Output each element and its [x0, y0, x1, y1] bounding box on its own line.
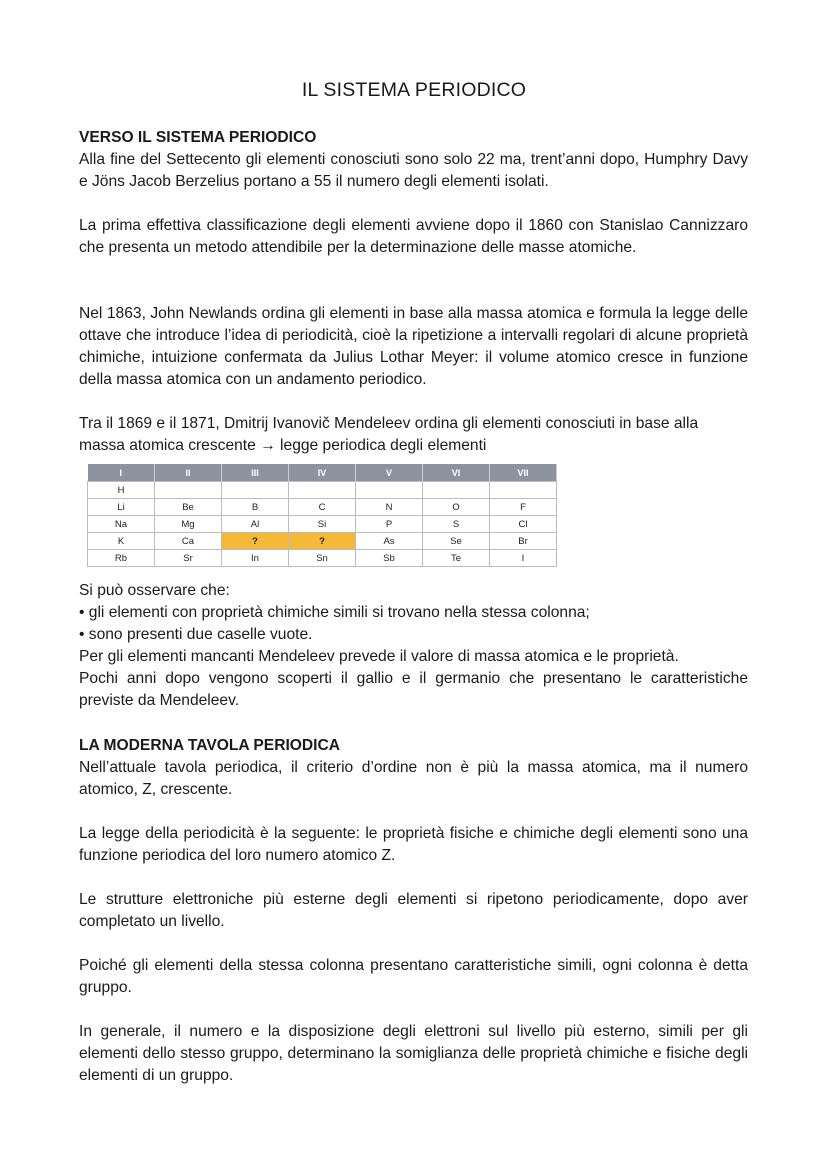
table-cell: I: [490, 550, 557, 567]
table-cell: Mg: [155, 516, 222, 533]
paragraph-mendeleev: Tra il 1869 e il 1871, Dmitrij Ivanovič Mendeleev ordina gli elementi conosciuti in base alla massa atomica crescente → legge periodica degli elementi: [79, 415, 699, 454]
paragraph-generale: In generale, il numero e la disposizione degli elettroni sul livello più esterno, simili per gli elementi dello stesso gruppo, determinano la somiglianza delle proprietà chimiche e fisiche degli elementi di un gruppo.: [79, 1023, 748, 1084]
page-title: IL SISTEMA PERIODICO: [301, 79, 527, 101]
table-cell: [490, 482, 557, 499]
table-cell: P: [356, 516, 423, 533]
table-header-cell: VII: [490, 464, 557, 482]
paragraph-strutture: Le strutture elettroniche più esterne degli elementi si ripetono periodicamente, dopo aver completato un livello.: [79, 891, 748, 930]
observation-bullet: • gli elementi con proprietà chimiche simili si trovano nella stessa colonna;: [79, 604, 590, 621]
table-cell: As: [356, 533, 423, 550]
table-row: [88, 533, 557, 550]
section-moderna: [79, 735, 748, 801]
table-row: [88, 482, 557, 499]
table-cell: C: [289, 499, 356, 516]
table-header-cell: II: [155, 464, 222, 482]
table-cell: N: [356, 499, 423, 516]
paragraph-legge-periodicita: La legge della periodicità è la seguente: le proprietà fisiche e chimiche degli elementi sono una funzione periodica del loro numero atomico Z.: [79, 825, 748, 864]
paragraph-cannizzaro-block: [79, 215, 748, 259]
table-cell: [423, 482, 490, 499]
observation-bullet: • sono presenti due caselle vuote.: [79, 626, 313, 643]
paragraph-cannizzaro: La prima effettiva classificazione degli elementi avviene dopo il 1860 con Stanislao Cannizzaro che presenta un metodo attendibile per la determinazione delle masse atomiche.: [79, 217, 748, 256]
missing-element-cell: ?: [222, 533, 289, 550]
paragraph-gruppo-block: [79, 955, 748, 999]
paragraph-gruppo: Poiché gli elementi della stessa colonna presentano caratteristiche simili, ogni colonna è detta gruppo.: [79, 957, 748, 996]
paragraph-mendeleev-block: [79, 413, 748, 457]
table-cell: H: [88, 482, 155, 499]
table-cell: Li: [88, 499, 155, 516]
paragraph-numero-atomico: Nell’attuale tavola periodica, il criterio d’ordine non è più la massa atomica, ma il numero atomico, Z, crescente.: [79, 759, 748, 798]
table-cell: K: [88, 533, 155, 550]
table-cell: O: [423, 499, 490, 516]
missing-element-cell: ?: [289, 533, 356, 550]
table-header-cell: V: [356, 464, 423, 482]
table-cell: Se: [423, 533, 490, 550]
section-verso: [79, 127, 748, 193]
section-heading-moderna: LA MODERNA TAVOLA PERIODICA: [79, 737, 341, 754]
table-cell: Ca: [155, 533, 222, 550]
table-header-row: [88, 464, 557, 482]
observations-block: [79, 580, 748, 712]
table-cell: B: [222, 499, 289, 516]
paragraph-generale-block: [79, 1021, 748, 1087]
table-cell: Br: [490, 533, 557, 550]
table-cell: F: [490, 499, 557, 516]
table-cell: Sr: [155, 550, 222, 567]
paragraph-legge-block: [79, 823, 748, 867]
table-cell: In: [222, 550, 289, 567]
paragraph-newlands: Nel 1863, John Newlands ordina gli elementi in base alla massa atomica e formula la legge delle ottave che introduce l’idea di periodicità, cioè la ripetizione a intervalli regolari di alcune proprietà chimiche, intuizione confermata da Julius Lothar Meyer: il volume atomico cresce in funzione della massa atomica con un andamento periodico.: [79, 305, 748, 388]
observation-line: Per gli elementi mancanti Mendeleev prevede il valore di massa atomica e le proprietà.: [79, 648, 679, 665]
table-header-cell: VI: [423, 464, 490, 482]
table-header-cell: I: [88, 464, 155, 482]
mendeleev-table: [87, 464, 557, 567]
table-cell: [289, 482, 356, 499]
table-header-cell: III: [222, 464, 289, 482]
table-cell: Sb: [356, 550, 423, 567]
observation-line: Pochi anni dopo vengono scoperti il gallio e il germanio che presentano le caratteristiche previste da Mendeleev.: [79, 670, 748, 709]
table-cell: Sn: [289, 550, 356, 567]
table-cell: Te: [423, 550, 490, 567]
table-cell: S: [423, 516, 490, 533]
table-header-cell: IV: [289, 464, 356, 482]
table-cell: Na: [88, 516, 155, 533]
paragraph-strutture-block: [79, 889, 748, 933]
table-row: [88, 550, 557, 567]
table-cell: [155, 482, 222, 499]
table-cell: Be: [155, 499, 222, 516]
table-cell: Rb: [88, 550, 155, 567]
paragraph-settecento: Alla fine del Settecento gli elementi conosciuti sono solo 22 ma, trent’anni dopo, Humphry Davy e Jöns Jacob Berzelius portano a 55 il numero degli elementi isolati.: [79, 151, 748, 190]
table-row: [88, 499, 557, 516]
table-cell: Al: [222, 516, 289, 533]
table-cell: [222, 482, 289, 499]
table-cell: [356, 482, 423, 499]
table-cell: Si: [289, 516, 356, 533]
table-cell: Cl: [490, 516, 557, 533]
paragraph-newlands-block: [79, 303, 748, 391]
section-heading-verso: VERSO IL SISTEMA PERIODICO: [79, 129, 317, 146]
observations-intro: Si può osservare che:: [79, 582, 230, 599]
table-row: [88, 516, 557, 533]
